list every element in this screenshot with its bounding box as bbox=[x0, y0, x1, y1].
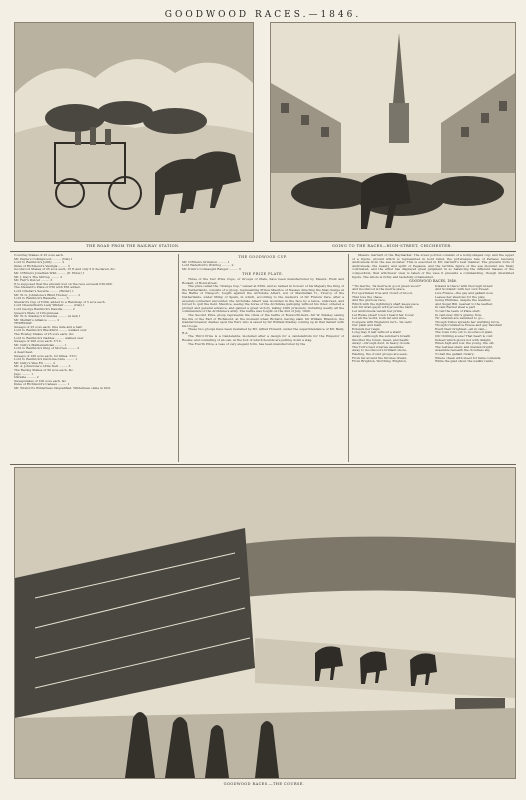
railway-road-illustration bbox=[15, 23, 253, 241]
poem-line: Which with the lightning's shaft keeps pace. bbox=[352, 302, 420, 306]
cup-result-line: Mr. Irwin's Connaught Ranger ......... 3 bbox=[182, 267, 241, 271]
poem-line: To tell the team of Plate start; bbox=[435, 309, 481, 313]
race-result-line: THURSDAY. bbox=[14, 322, 33, 326]
race-result-line: Mr. Mellish's Alliance ......... 2 bbox=[14, 318, 60, 322]
poem-line: Away!—although the summer's breath bbox=[352, 335, 411, 339]
poem-line: Extends her reign; bbox=[352, 327, 381, 331]
race-result-line: Lord George Bentinck's Dawdle ......... 2 bbox=[14, 307, 75, 311]
poem-line: When high and low, the young, the old, bbox=[435, 342, 495, 346]
race-result-line: Mr. Farr's Dulcet ......... 3 bbox=[14, 279, 53, 283]
race-result-line: Duke of Richmond's Cadeau ......... 1 bbox=[14, 383, 70, 387]
race-result-line: Mr. Gully's Mathematician ......... 1 bbox=[14, 343, 67, 347]
race-result-line: Ukraine ......... 2 bbox=[14, 376, 39, 380]
poem-line: Let Hume (dear! town I heard her Cover, bbox=[352, 313, 415, 317]
poem-line: For sportsman true and crowd of blood, bbox=[352, 291, 413, 295]
poem-line: Though Cummerce House and gay Vauxhall bbox=[435, 324, 502, 328]
engraving-chichester bbox=[270, 22, 516, 242]
poem-line: That love the chase, bbox=[352, 295, 383, 299]
engraving-course bbox=[14, 467, 516, 779]
prize-plate-paragraph: The Fourth Prize, a vase of very elegant form, has been manufactured by the bbox=[188, 341, 306, 346]
poem-line: To hail the gallant rivalry; bbox=[435, 353, 475, 357]
poem-line: The Turf's best votaries assemble; bbox=[352, 345, 405, 349]
race-result-line: Lord Orlebar's Severia ......... (Butler) 1 bbox=[14, 289, 74, 293]
caption-chichester: GOING TO THE RACES—HIGH-STREET, CHICHESTER. bbox=[332, 244, 452, 248]
poem-line: Leaves her shadows for the play; bbox=[435, 295, 486, 299]
divider-top bbox=[10, 251, 516, 252]
prize-plate-text bbox=[182, 278, 344, 346]
poem-line: Th' Arabian are vanished to go— bbox=[435, 317, 485, 321]
engraving-railway-road bbox=[14, 22, 254, 242]
race-result-line: Lord G. Bentinck's Bassette ......... 3 bbox=[14, 297, 69, 301]
poem-line: And the glorious race, bbox=[352, 299, 386, 303]
vase-description bbox=[352, 254, 514, 279]
race-result-line: Sweeps of 100 sovs each, for fillies. T.Y.C. bbox=[14, 354, 78, 358]
poem-line: Let Andromeda vanish her pride; bbox=[352, 309, 403, 313]
poem-line: Where cheek with steed for fame contends, bbox=[435, 356, 502, 360]
poem-line: Though Tullus spreads her warbling brow, bbox=[435, 320, 500, 324]
race-result-line: Sweepstakes of 100 sovs each, &c. bbox=[14, 379, 68, 383]
race-result-line: Cowdray Stakes of 25 sovs each. bbox=[14, 254, 64, 257]
caption-course: GOODWOOD RACES.—THE COURSE. bbox=[223, 782, 305, 786]
poem-line: The town rolls out to Goodwood plain. bbox=[435, 331, 494, 335]
race-result-line: Lord Chesterfield's Lady Wildair ......... (Nat) 1 bbox=[14, 304, 85, 308]
masthead: GOODWOOD RACES.—1846. bbox=[164, 10, 362, 20]
cup-result-line: Mr. O'Brien's Grimston ......... 1 bbox=[182, 260, 230, 264]
poem-line: And Scotland! with her own Tweed. bbox=[435, 288, 490, 292]
poem-line: And Goodwood is the merrie place bbox=[352, 288, 405, 292]
poem-line: While the glad shout the welkin rends. bbox=[435, 360, 494, 364]
race-result-line: Jago ......... 1 bbox=[14, 372, 34, 376]
race-result-line: Lord G. Bentinck's Gaddes ......... walked over bbox=[14, 336, 84, 340]
race-result-line: The Rowley Stakes of 25 sovs each, &c. bbox=[14, 333, 75, 337]
prize-plate-paragraph: The prize called the "Orange Cup," valued at £500, and so named in honour of his Majesty the King of the Netherlands, consists of a group, representing Prince Maurice of Nassau directing the final charge at the Battle of Nieuport, fought against the Archduke Albert, son of Maximilian II., Viceroy of the Netherlands, under Philip of Spain, in which, according to the memoirs of Sir Francis Vere, after a severely-contested encounter, the Archduke Albert was wounded in the face by a lance, unhorsed, and forced to quit the field. Maurice, seeing the horse of the Archduke galloping without his rider, ordered a prompt and general advance, and gained a great victory, taking 1000 prisoners, including nearly all the commanders of the Archduke's army. The battle was fought on the 2nd of July, 1600. bbox=[182, 284, 344, 314]
poem-line: From Brighton, Worthing, Brighton, bbox=[352, 360, 407, 364]
poem-line: From far around the thrones drawn, bbox=[352, 356, 408, 360]
race-result-line: Lord G. Bentinck's Jollity ......... 2 bbox=[14, 261, 65, 265]
poem-line: Let all the world, both far and wide, bbox=[352, 317, 407, 321]
poem-line: In vain may Oliv's granny flow, bbox=[435, 313, 482, 317]
race-result-line: Duke of Richmond's Vestigia ......... 3 bbox=[14, 264, 70, 268]
poem-line: Oh! thrilling scene! That heart is cold bbox=[435, 335, 493, 339]
poem-line: List Sir Arab gayer with proud his bark; bbox=[352, 306, 413, 310]
race-result-line: Mr. A. Johnstone's Little Nell ......... 3 bbox=[14, 365, 71, 369]
poem-line: Assemble beneath the cloudless sky, bbox=[435, 349, 491, 353]
race-result-line: Mr. W. G. Johnstone's Blind Hookey ......... 2 bbox=[14, 293, 81, 297]
race-result-line: Lord G. Bentinck's King of Morven ......... 2 bbox=[14, 347, 80, 351]
poem-line: Hasting, the crowd groups are seen, bbox=[352, 353, 408, 357]
cup-result-line: Lord Waterford's Wolfdog ......... 2 bbox=[182, 264, 234, 268]
poem-title: GOODWOOD RACES, 1846. bbox=[409, 279, 457, 284]
column-poem bbox=[352, 254, 514, 364]
poem-line: Compete with England's turf—'tis vain! bbox=[352, 320, 412, 324]
cup-heading: THE GOODWOOD CUP. bbox=[238, 255, 288, 259]
race-result-line: Goodwood Stakes of 25 sovs each, 15 ft and only 5 if declared, &c. bbox=[14, 268, 116, 272]
race-result-line: Lord G. Bentinck's Devil-me-Care ......... 1 bbox=[14, 358, 78, 362]
chichester-street-illustration bbox=[271, 23, 515, 241]
poem-line: Away!—through dust, in heavy clouds, bbox=[352, 342, 411, 346]
column-race-results bbox=[14, 254, 174, 391]
race-result-line: The Steward's Plate of £50 with £50 added. bbox=[14, 286, 81, 290]
poem-line: Long may it last without a stain! bbox=[352, 331, 402, 335]
race-result-line: Sweeps of 25 sovs each. One mile and a half. bbox=[14, 325, 83, 329]
divider-bottom bbox=[10, 464, 516, 465]
poem-line: Exert their brightest—all in vain— bbox=[435, 327, 488, 331]
prize-plate-heading: THE PRIZE PLATE. bbox=[242, 272, 284, 277]
poem-line: Indeed which glows not with delight, bbox=[435, 338, 492, 342]
poem-line: Ireland is there! with thorough breed; bbox=[435, 284, 494, 288]
prize-plate-paragraph: These two groups have been modelled by Mr. Alfred Howard, under the superintendence of Mr. Baily, R.A. bbox=[182, 327, 344, 335]
course-illustration bbox=[15, 468, 515, 778]
column-divider-2 bbox=[348, 254, 349, 462]
poem-line: In vain Rachel steal a part bbox=[435, 306, 476, 310]
race-result-line: Lord G. Bentinck's Blackbird ......... walked over bbox=[14, 329, 87, 333]
race-results-list bbox=[14, 254, 174, 391]
race-result-line: Mr. O'Brien's Jonathan Wild ......... (E. Elder) 1 bbox=[14, 271, 85, 275]
race-result-line: Steward's Cup of £300, added to a Handicap of 5 sovs each. bbox=[14, 300, 106, 304]
poem-line: The restless staid, and maiden bright, bbox=[435, 345, 493, 349]
column-goodwood-cup bbox=[182, 254, 344, 346]
poem-line: Away to Goodwood's brilliant shore, bbox=[352, 349, 407, 353]
poem-column-right bbox=[435, 285, 514, 364]
race-result-line: Mr. Payne's Collingwood ......... (Nat) 1 bbox=[14, 257, 73, 261]
poem-line: Going Phillides, despite the weather, bbox=[435, 299, 491, 303]
race-result-line: The Racing Stakes of 50 sovs each, &c. bbox=[14, 369, 74, 372]
poem-column-left bbox=[352, 285, 432, 364]
poem-line: Live France—the gay and gallant now, bbox=[435, 291, 494, 295]
race-result-line: Queen's Plate of 100 guineas. bbox=[14, 311, 60, 315]
poem-line: And Sugar Bill, nearest to the leather. bbox=[435, 302, 493, 306]
prize-plate-paragraph: Three of the four Prize Cups, or Groups of Plate, have been manufactured by Messrs. Hunt and Roskell, of Bond-street. bbox=[182, 276, 344, 285]
prize-plate-paragraph: The Third Prize is a Candelabra, modelled after a design for a candelabrum for the Emperor of Russia; and consisting of an oak, at the foot of which hounds are pulling down a stag. bbox=[182, 334, 344, 343]
prize-plate-paragraph: The Second Prize group represents the crisis of the battle of Bosworth-field—Sir W. Stanley saving the life of the Earl of Richmond, at the moment when Richard, having slain Sir William Brandon, the standard-bearer, dashes upon the Earl, who is saved by Sir William Stanley coming up at that instant with his troops. bbox=[182, 312, 344, 328]
caption-railway-road: THE ROAD FROM THE RAILWAY STATION. bbox=[86, 244, 180, 248]
race-result-line: Mr. Gully's Wee Eli ......... 2 bbox=[14, 361, 56, 365]
race-result-line: Mr. J. Day's The Stirrup ......... 2 bbox=[14, 275, 63, 279]
column-divider-1 bbox=[178, 254, 179, 462]
race-result-line: Mr. W. S. Stanley's Ironsides ......... (A lad) 1 bbox=[14, 315, 81, 319]
race-result-line: Mr. Wreford's Wilderness disqualified. Wilderness came in first. bbox=[14, 386, 112, 390]
race-result-line: It is supposed that the amount lost on the race exceeds £30,000. bbox=[14, 282, 113, 286]
race-result-line: A dead heat. bbox=[14, 351, 34, 355]
poem-line: "'Tis merrie, 'tis merrie in good green wood!" bbox=[352, 284, 422, 288]
poem-line: Smother the forest, mead, and heath; bbox=[352, 338, 410, 342]
poem-line: Our plain and main bbox=[352, 324, 382, 328]
vase-paragraph: Messrs. Garrard of the Haymarket. The lower portion consists of a nobly-shaped cup; and the upper of a figure, around which is represented in bold relief, the picturesque tale of Perseus rescuing Andromeda from the sea monster. This is executed in Mr. Garrard's best manner. The graceful form of Andromeda, the beauty and spirit of Pegasus, and the terrible figure of the sea monster are finely contrasted; and the artist has displayed great judgment in so balancing the different masses of the composition, that whichever view is taken of the vase it presents a commanding, though diversified figure. The whole is richly and tastefully ornamented. bbox=[352, 253, 514, 279]
cup-results-list bbox=[182, 261, 344, 272]
race-result-line: Sweeps of 200 sovs each. T.Y.C. bbox=[14, 340, 62, 344]
